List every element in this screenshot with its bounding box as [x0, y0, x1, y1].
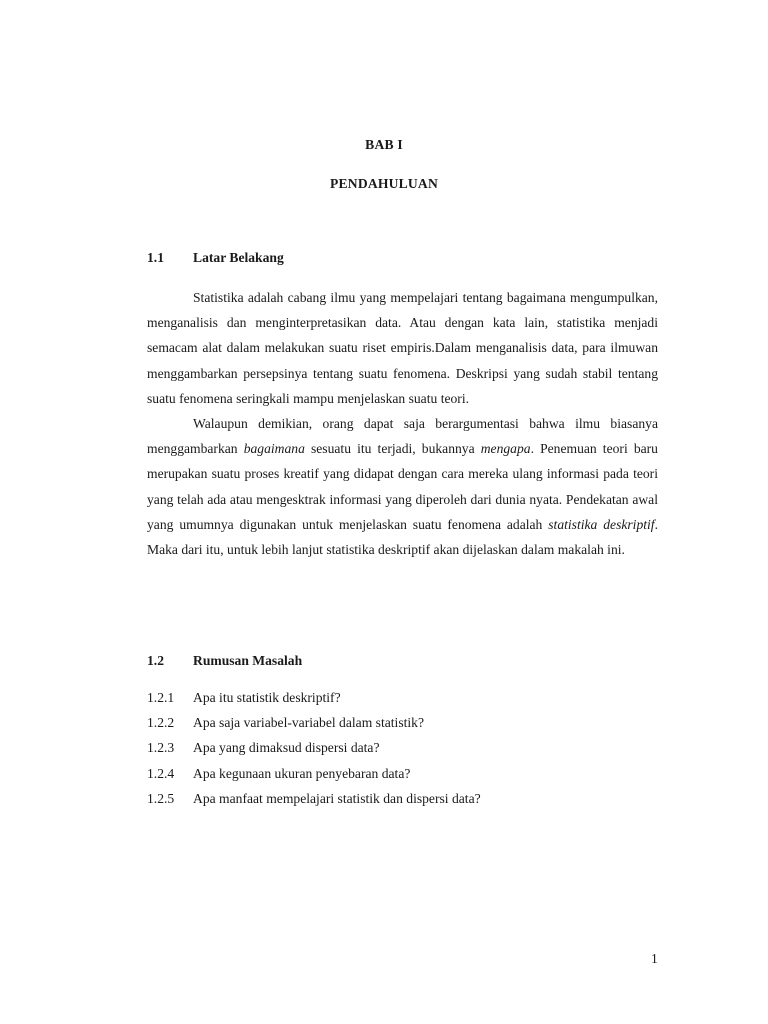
- list-item: [147, 710, 667, 735]
- latar-belakang-body: [147, 285, 658, 562]
- list-item-text: Apa manfaat mempelajari statistik dan dispersi data?: [193, 790, 481, 806]
- list-item-text: Apa yang dimaksud dispersi data?: [193, 740, 380, 756]
- list-item: [147, 685, 667, 710]
- list-item-number: 1.2.4: [147, 765, 175, 781]
- section-title: Rumusan Masalah: [193, 653, 303, 668]
- page-number: 1: [651, 951, 658, 966]
- paragraph-2-text-4: . Maka dari itu, untuk lebih lanjut statistika deskriptif akan dijelaskan dalam makalah ini.: [147, 516, 658, 558]
- paragraph-2-text-1: Walaupun demikian, orang dapat saja berargumentasi bahwa ilmu biasanya menggambarkan: [147, 416, 658, 457]
- section-heading-latar-belakang: [147, 250, 284, 266]
- list-item-text: Apa kegunaan ukuran penyebaran data?: [193, 765, 411, 781]
- list-item-number: 1.2.1: [147, 690, 175, 705]
- paragraph-2: [147, 411, 658, 562]
- list-item-number: 1.2.3: [147, 740, 175, 756]
- section-heading-rumusan-masalah: [147, 653, 302, 669]
- section-number: 1.2: [147, 653, 164, 668]
- chapter-label: BAB I: [365, 137, 403, 152]
- emphasis-mengapa: mengapa: [480, 441, 531, 457]
- list-item: [147, 786, 667, 811]
- list-item: [147, 761, 667, 786]
- list-item: [147, 735, 667, 760]
- list-item-text: Apa itu statistik deskriptif?: [193, 690, 341, 705]
- paragraph-1: Statistika adalah cabang ilmu yang mempelajari tentang bagaimana mengumpulkan, menganalisis dan menginterpretasikan data. Atau dengan kata lain, statistika menjadi semacam alat dalam melakukan suatu riset empiris.Dalam menganalisis data, para ilmuwan menggambarkan persepsinya tentang suatu fenomena. Deskripsi yang sudah stabil tentang suatu fenomena seringkali mampu menjelaskan suatu teori.: [147, 290, 658, 406]
- list-item-number: 1.2.2: [147, 715, 175, 731]
- rumusan-masalah-list: [147, 685, 667, 811]
- section-title: Latar Belakang: [193, 250, 284, 265]
- emphasis-statistika-deskriptif: statistika deskriptif: [548, 516, 655, 532]
- section-number: 1.1: [147, 250, 164, 265]
- list-item-number: 1.2.5: [147, 790, 175, 806]
- list-item-text: Apa saja variabel-variabel dalam statistik?: [193, 715, 424, 731]
- paragraph-2-text-2: sesuatu itu terjadi, bukannya: [304, 441, 481, 457]
- paragraph-2-text-3: . Penemuan teori baru merupakan suatu proses kreatif yang didapat dengan cara mereka ulang informasi pada teori yang telah ada atau mengesktrak informasi yang diperoleh dari dunia nyata. Pendekatan awal yang umumnya digunakan untuk menjelaskan suatu fenomena adalah: [147, 441, 658, 532]
- chapter-title: PENDAHULUAN: [330, 176, 438, 191]
- emphasis-bagaimana: bagaimana: [243, 441, 305, 457]
